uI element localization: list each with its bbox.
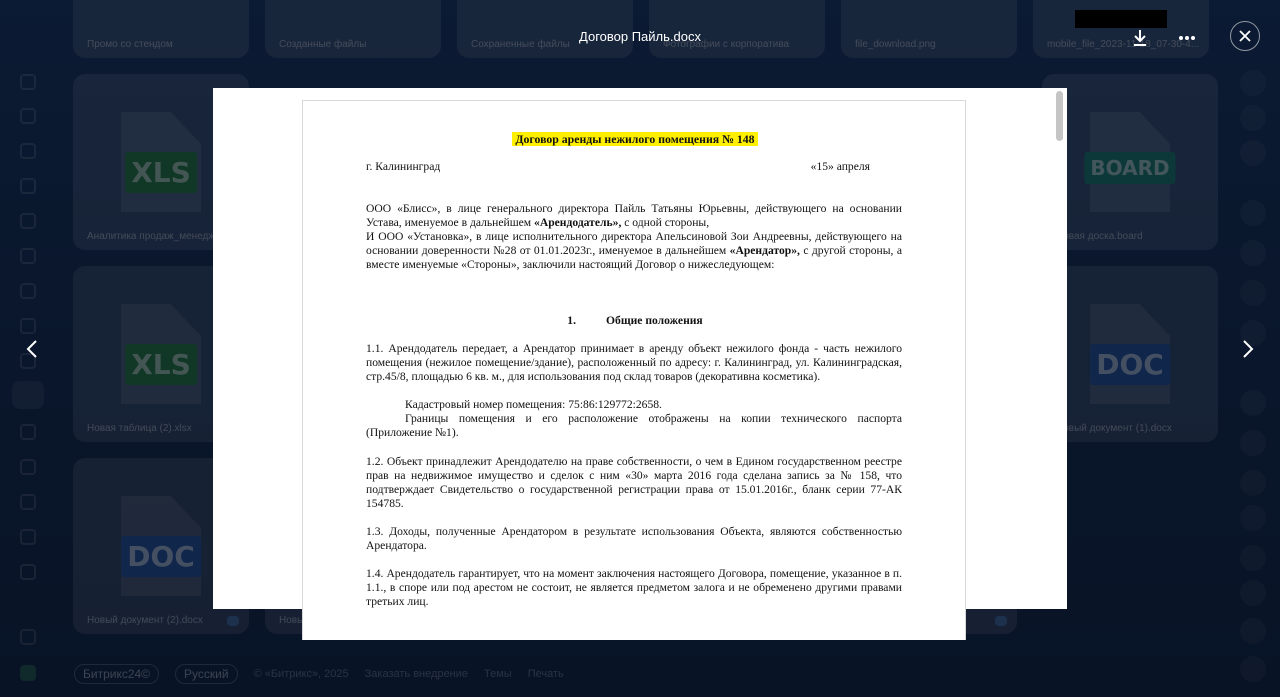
chevron-left-icon bbox=[26, 339, 38, 359]
city: г. Калининград bbox=[366, 160, 441, 173]
section-heading bbox=[303, 314, 967, 328]
bold-text: «Арендатор», bbox=[729, 244, 800, 257]
section-title: Общие положения bbox=[606, 314, 703, 327]
close-button[interactable] bbox=[1230, 21, 1260, 51]
text: с другой стороны, а вместе именуемые «Стороны», заключили настоящий Договор о нижеследующем: bbox=[366, 244, 902, 271]
text: ООО «Блисс», в лице генерального директора Пайль Татьяны Юрьевны, действующего на основании Устава, именуемое в дальнейшем bbox=[366, 202, 902, 229]
chevron-right-icon bbox=[1242, 339, 1254, 359]
text: с одной стороны, bbox=[621, 216, 710, 229]
intro-paragraph-1 bbox=[366, 202, 902, 230]
clause-1-1-cadastral: Кадастровый номер помещения: 75:86:129772:2658. bbox=[405, 398, 662, 411]
date: «15» апреля bbox=[810, 160, 870, 173]
document-page bbox=[302, 100, 966, 640]
more-button[interactable] bbox=[1173, 24, 1201, 52]
prev-button[interactable] bbox=[17, 333, 47, 365]
viewer-title: Договор Пайль.docx bbox=[579, 29, 701, 44]
document-title bbox=[303, 132, 967, 147]
section-number: 1. bbox=[567, 314, 576, 327]
more-icon bbox=[1178, 35, 1196, 41]
bold-text: «Арендодатель», bbox=[534, 216, 622, 229]
scrollbar[interactable] bbox=[1056, 91, 1063, 141]
clause-1-1-boundaries: Границы помещения и его расположение отображены на копии технического паспорта (Приложение №1). bbox=[366, 412, 902, 439]
download-icon bbox=[1132, 29, 1148, 47]
city-date-row bbox=[366, 160, 902, 174]
close-icon bbox=[1239, 30, 1251, 42]
clause-1-4: 1.4. Арендодатель гарантирует, что на момент заключения настоящего Договора, помещение, указанное в п. 1.1., в споре или под арестом не состоит, не является предметом залога и не обременено другими правами третьих лиц. bbox=[366, 567, 902, 608]
text: И ООО «Установка», в лице исполнительного директора Апельсиновой Зои Андреевны, действующего на основании доверенности №28 от 01.01.2023г., именуемое в дальнейшем bbox=[366, 230, 902, 257]
next-button[interactable] bbox=[1233, 333, 1263, 365]
clause-1-2: 1.2. Объект принадлежит Арендодателю на праве собственности, о чем в Едином государственном реестре прав на недвижимое имущество и сделок с ним «30» марта 2016 года сделана запись за № 158, что подтверждает Свидетельство о государственной регистрации права от 15.01.2016г., бланк серии 77-АК 154785. bbox=[366, 455, 902, 510]
clause-1-1: 1.1. Арендодатель передает, а Арендатор принимает в аренду объект нежилого фонда - часть нежилого помещения (нежилое помещение/здание), расположенный по адресу: г. Калининград, ул. Калининградская, стр.45/8, площадью 6 кв. м., для использования под склад товаров (декоративна косметика). bbox=[366, 342, 902, 383]
intro-paragraph-2 bbox=[366, 230, 902, 272]
clause-1-3: 1.3. Доходы, полученные Арендатором в результате использования Объекта, являются собственностью Арендатора. bbox=[366, 525, 902, 552]
document-viewer[interactable] bbox=[213, 88, 1067, 609]
download-button[interactable] bbox=[1126, 24, 1154, 52]
document-title-text: Договор аренды нежилого помещения № 148 bbox=[512, 132, 757, 146]
